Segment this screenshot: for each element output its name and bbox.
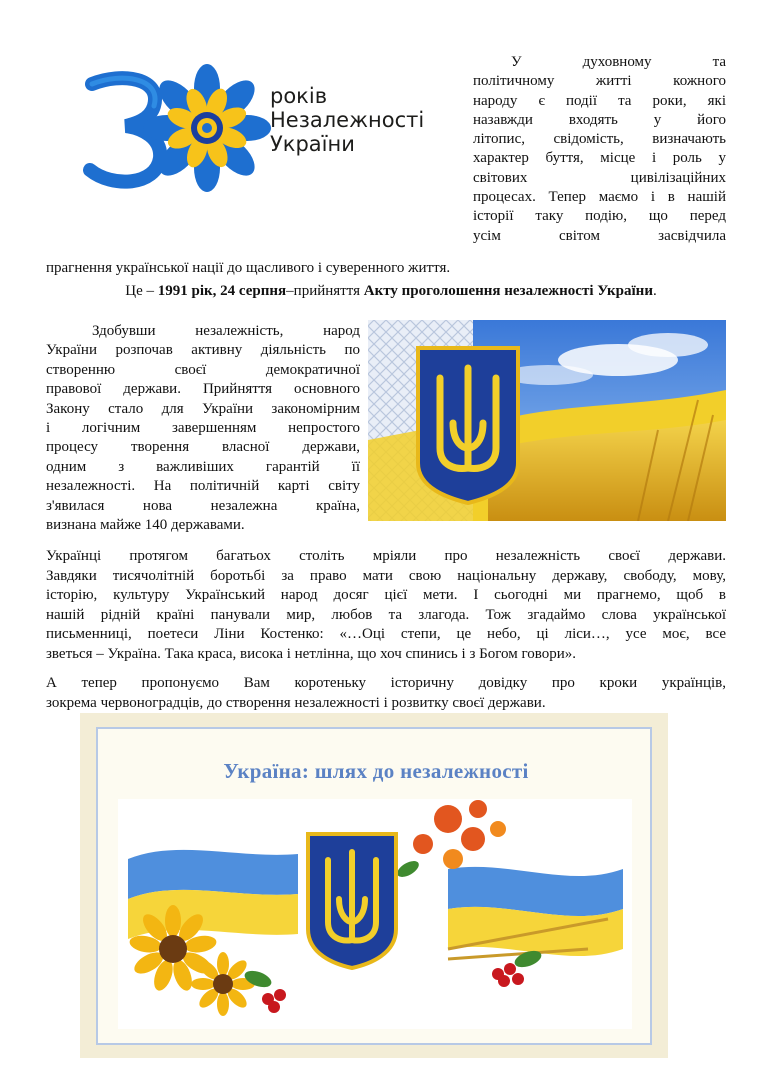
paragraph-line: України розпочав активну діяльність по [46, 342, 360, 359]
paragraph-line: процесу творення власної держави, [46, 439, 360, 456]
poster-title: Україна: шлях до незалежності [223, 759, 529, 783]
paragraph-line: нашій рідній країні панували мир, любов та злагода. Тож згадаймо слова української [46, 606, 726, 623]
intro-line: історії таку подію, що перед [473, 208, 726, 225]
logo-graphic [82, 62, 272, 192]
paragraph-line: з'явилася нова незалежна країна, [46, 497, 360, 514]
intro-paragraph [473, 53, 726, 246]
paragraph-line: визнана майже 140 державами. [46, 517, 245, 534]
paragraph-line: одним з важливіших гарантій її [46, 458, 360, 475]
proposal-paragraph [46, 674, 726, 713]
date-middle: –прийняття [286, 283, 364, 299]
paragraph-line: А тепер пропонуємо Вам коротеньку історичну довідку про кроки українців, [46, 675, 726, 691]
paragraph-line: історію, культуру Український народ досяг цієї мети. І сьогодні ми прагнемо, щоб в [46, 587, 726, 604]
independence-date-line [46, 282, 736, 301]
paragraph-line: правової держави. Прийняття основного [46, 381, 360, 398]
paragraph-line: створенню своєї демократичної [46, 361, 360, 378]
intro-line: літопис, свідомість, визначають [473, 131, 726, 148]
paragraph-line: Українці протягом багатьох століть мріяли про незалежність своєї держави. [46, 548, 726, 564]
logo-line-ukraine: України [270, 132, 355, 156]
flag-illustration [368, 320, 726, 521]
paragraph-line: зветься – Україна. Така краса, висока і нетлінна, що хоч спинись і з Богом говори». [46, 645, 577, 662]
independence-30-logo [82, 62, 432, 192]
intro-continuation: прагнення української нації до щасливого і суверенного життя. [46, 260, 451, 276]
paragraph-line: письменниці, поетеси Ліни Костенко: «…Оці степи, це небо, ці ліси…, усе моє, все [46, 626, 726, 643]
intro-line: народу є події та роки, які [473, 92, 726, 109]
paragraph-line: і логічним завершенням непростого [46, 420, 360, 437]
intro-line: світових цивілізаційних [473, 169, 726, 186]
poster-inner [96, 727, 652, 1045]
paragraph-line: Завдяки тисячолітній боротьбі за право мати свою національну державу, свободу, мову, [46, 567, 726, 584]
intro-line: політичному житті кожного [473, 73, 726, 90]
date-prefix: Це – [125, 283, 158, 299]
intro-line: характер буття, місце і роль у [473, 150, 726, 167]
intro-line: усім світом засвідчила [473, 227, 726, 244]
paragraph-line: зокрема червоноградців, до створення незалежності і розвитку своєї держави. [46, 694, 546, 711]
logo-line-years: років [270, 84, 328, 108]
logo-caption [270, 84, 424, 156]
ribbon-flowers-art [118, 799, 632, 1029]
paragraph-line: незалежності. На політичній карті світу [46, 478, 360, 495]
logo-line-independence: Незалежності [270, 108, 425, 132]
ribbon-flowers-illustration [118, 799, 632, 1029]
independence-paragraph [46, 322, 360, 535]
date-bold: 1991 рік, 24 серпня [157, 283, 287, 299]
dream-paragraph [46, 547, 726, 665]
intro-line: процесах. Тепер маємо і в нашій [473, 189, 726, 206]
paragraph-line: Закону стало для України закономірним [46, 400, 360, 417]
paragraph-line: Здобувши незалежність, народ [92, 323, 360, 339]
date-end: . [652, 283, 657, 299]
flag-coat-of-arms-image [368, 320, 726, 521]
act-title: Акту проголошення незалежності України [363, 283, 653, 299]
intro-line: У духовному та [511, 54, 726, 70]
intro-line: назавжди входять у його [473, 111, 726, 128]
poster-frame [80, 713, 668, 1058]
